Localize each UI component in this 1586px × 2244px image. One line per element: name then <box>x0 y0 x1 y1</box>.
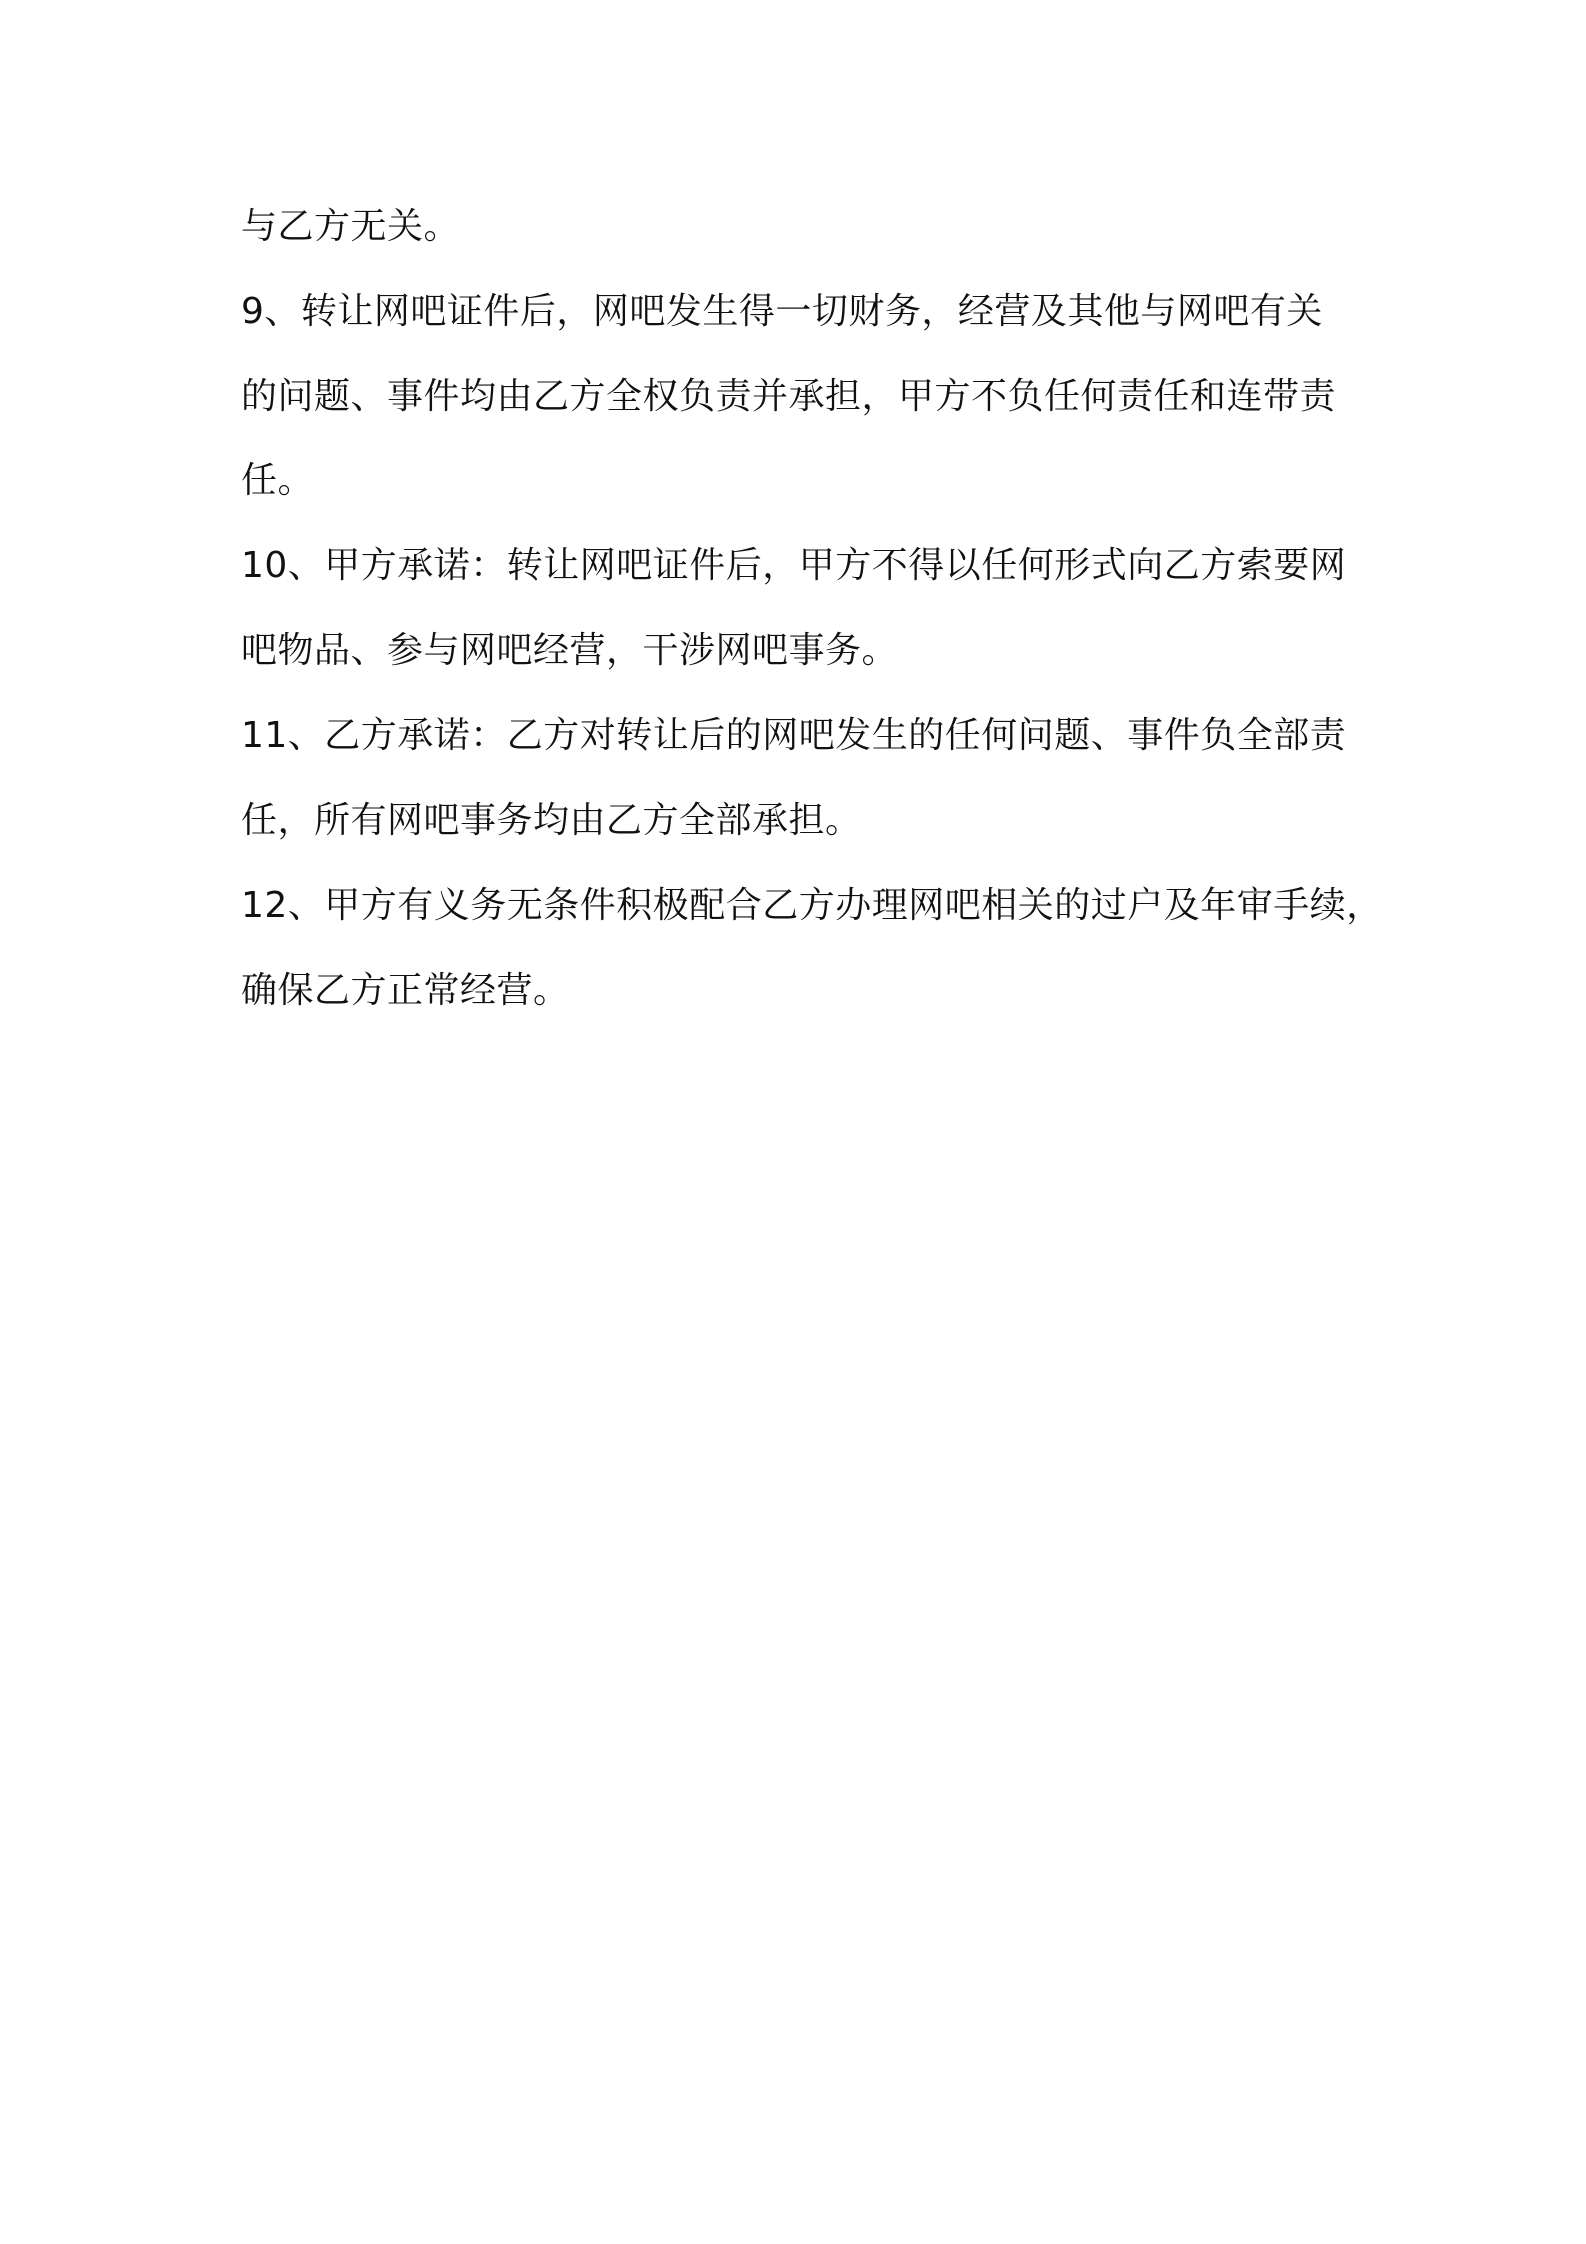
paragraph-line: 的问题、事件均由乙方全权负责并承担，甲方不负任何责任和连带责 <box>241 376 1337 417</box>
paragraph-line: 吧物品、参与网吧经营，干涉网吧事务。 <box>241 630 899 671</box>
paragraph-line: 任。 <box>241 460 315 501</box>
paragraph-line: 11、乙方承诺：乙方对转让后的网吧发生的任何问题、事件负全部责 <box>241 715 1347 756</box>
paragraph-line: 12、甲方有义务无条件积极配合乙方办理网吧相关的过户及年审手续， <box>241 885 1383 926</box>
paragraph-line: 10、甲方承诺：转让网吧证件后，甲方不得以任何形式向乙方索要网 <box>241 545 1347 586</box>
paragraph-line: 任，所有网吧事务均由乙方全部承担。 <box>241 800 862 841</box>
paragraph-line: 9、转让网吧证件后，网吧发生得一切财务，经营及其他与网吧有关 <box>241 291 1323 332</box>
paragraph-line: 确保乙方正常经营。 <box>241 970 570 1011</box>
paragraph-line: 与乙方无关。 <box>241 206 461 247</box>
